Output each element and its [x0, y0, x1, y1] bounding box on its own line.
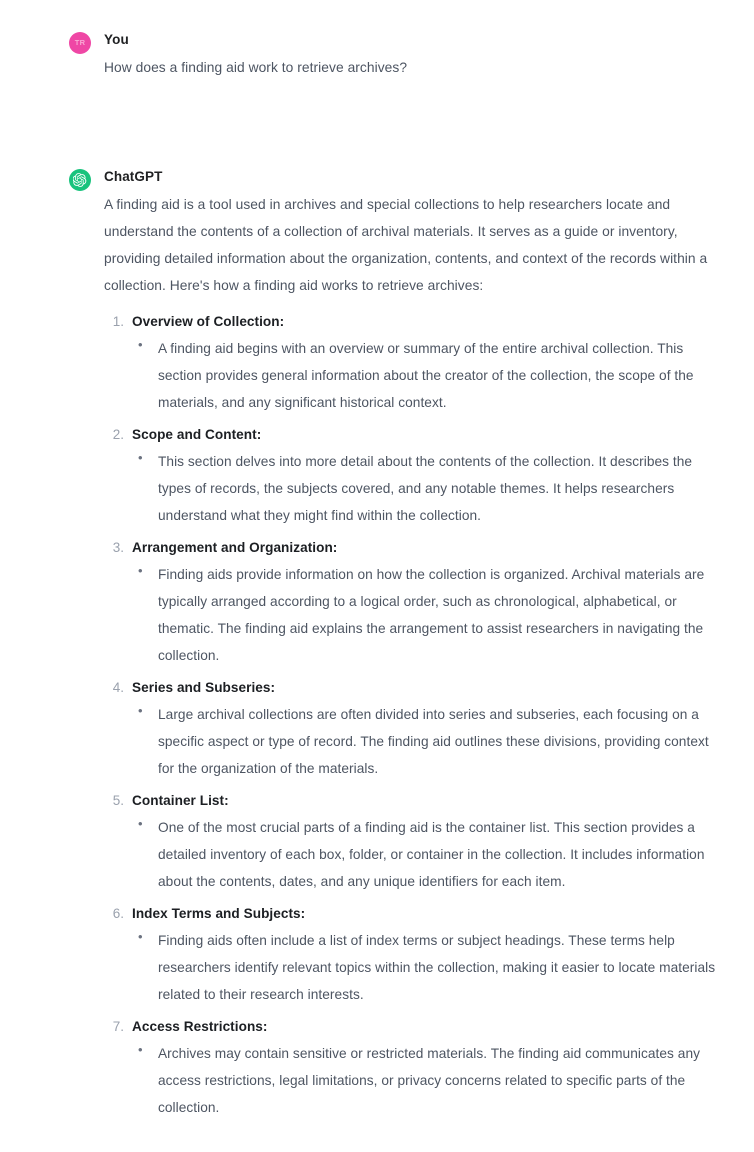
list-item: [104, 309, 720, 416]
user-avatar: [69, 32, 91, 54]
sub-list-item-text: • Large archival collections are often divided into series and subseries, each focusing on a specific aspect or type of record. The finding aid outlines these divisions, providing context for the organization of the materials.: [158, 707, 709, 776]
sub-list-item: [132, 561, 720, 669]
sub-list-item: [132, 927, 720, 1008]
list-item: [104, 675, 720, 782]
assistant-intro-paragraph: A finding aid is a tool used in archives and special collections to help researchers locate and understand the contents of a collection of archival materials. It serves as a guide or inventory, providing detailed information about the organization, contents, and context of the records within a collection. Here's how a finding aid works to retrieve archives:: [104, 197, 708, 293]
list-item: [104, 422, 720, 529]
sub-list: [132, 448, 720, 529]
list-item-heading: Container List:: [132, 793, 229, 808]
list-item: [104, 535, 720, 669]
sub-list: [132, 561, 720, 669]
sub-list-item: [132, 335, 720, 416]
chatgpt-avatar: [69, 169, 91, 191]
assistant-author-label: ChatGPT: [104, 169, 163, 184]
openai-logo-icon: [73, 173, 87, 187]
sub-list-item-text: • Finding aids often include a list of index terms or subject headings. These terms help researchers identify relevant topics within the collection, making it easier to locate materials related to their research interests.: [158, 933, 716, 1002]
sub-list: [132, 1040, 720, 1121]
sub-list: [132, 701, 720, 782]
list-item-heading: Scope and Content:: [132, 427, 262, 442]
sub-list: [132, 814, 720, 895]
finding-aid-steps-list: [104, 309, 720, 1121]
sub-list-item-text: • Archives may contain sensitive or restricted materials. The finding aid communicates any access restrictions, legal limitations, or privacy concerns related to specific parts of the collection.: [158, 1046, 700, 1115]
avatar-initials: TR: [74, 38, 86, 48]
sub-list-item: [132, 814, 720, 895]
user-message-text: How does a finding aid work to retrieve archives?: [104, 60, 408, 75]
assistant-message: [0, 167, 754, 1121]
user-author-label: You: [104, 32, 129, 47]
list-item: [104, 788, 720, 895]
sub-list-item-text: • A finding aid begins with an overview or summary of the entire archival collection. This section provides general information about the creator of the collection, the scope of the materials, and any significant historical context.: [158, 341, 694, 410]
sub-list-item-text: • This section delves into more detail about the contents of the collection. It describes the types of records, the subjects covered, and any notable themes. It helps researchers understand what they might find within the collection.: [158, 454, 693, 523]
sub-list: [132, 927, 720, 1008]
sub-list-item: [132, 1040, 720, 1121]
sub-list: [132, 335, 720, 416]
sub-list-item: [132, 448, 720, 529]
list-item-heading: Access Restrictions:: [132, 1019, 268, 1034]
list-item-heading: Series and Subseries:: [132, 680, 276, 695]
list-item-heading: Arrangement and Organization:: [132, 540, 338, 555]
list-item: [104, 901, 720, 1008]
user-message: [0, 30, 754, 81]
list-item: [104, 1014, 720, 1121]
sub-list-item-text: • One of the most crucial parts of a finding aid is the container list. This section provides a detailed inventory of each box, folder, or container in the collection. It includes information about the contents, dates, and any unique identifiers for each item.: [158, 820, 705, 889]
sub-list-item-text: • Finding aids provide information on how the collection is organized. Archival materials are typically arranged according to a logical order, such as chronological, alphabetical, or thematic. The finding aid explains the arrangement to assist researchers in navigating the collection.: [158, 567, 705, 663]
sub-list-item: [132, 701, 720, 782]
list-item-heading: Index Terms and Subjects:: [132, 906, 306, 921]
list-item-heading: Overview of Collection:: [132, 314, 285, 329]
